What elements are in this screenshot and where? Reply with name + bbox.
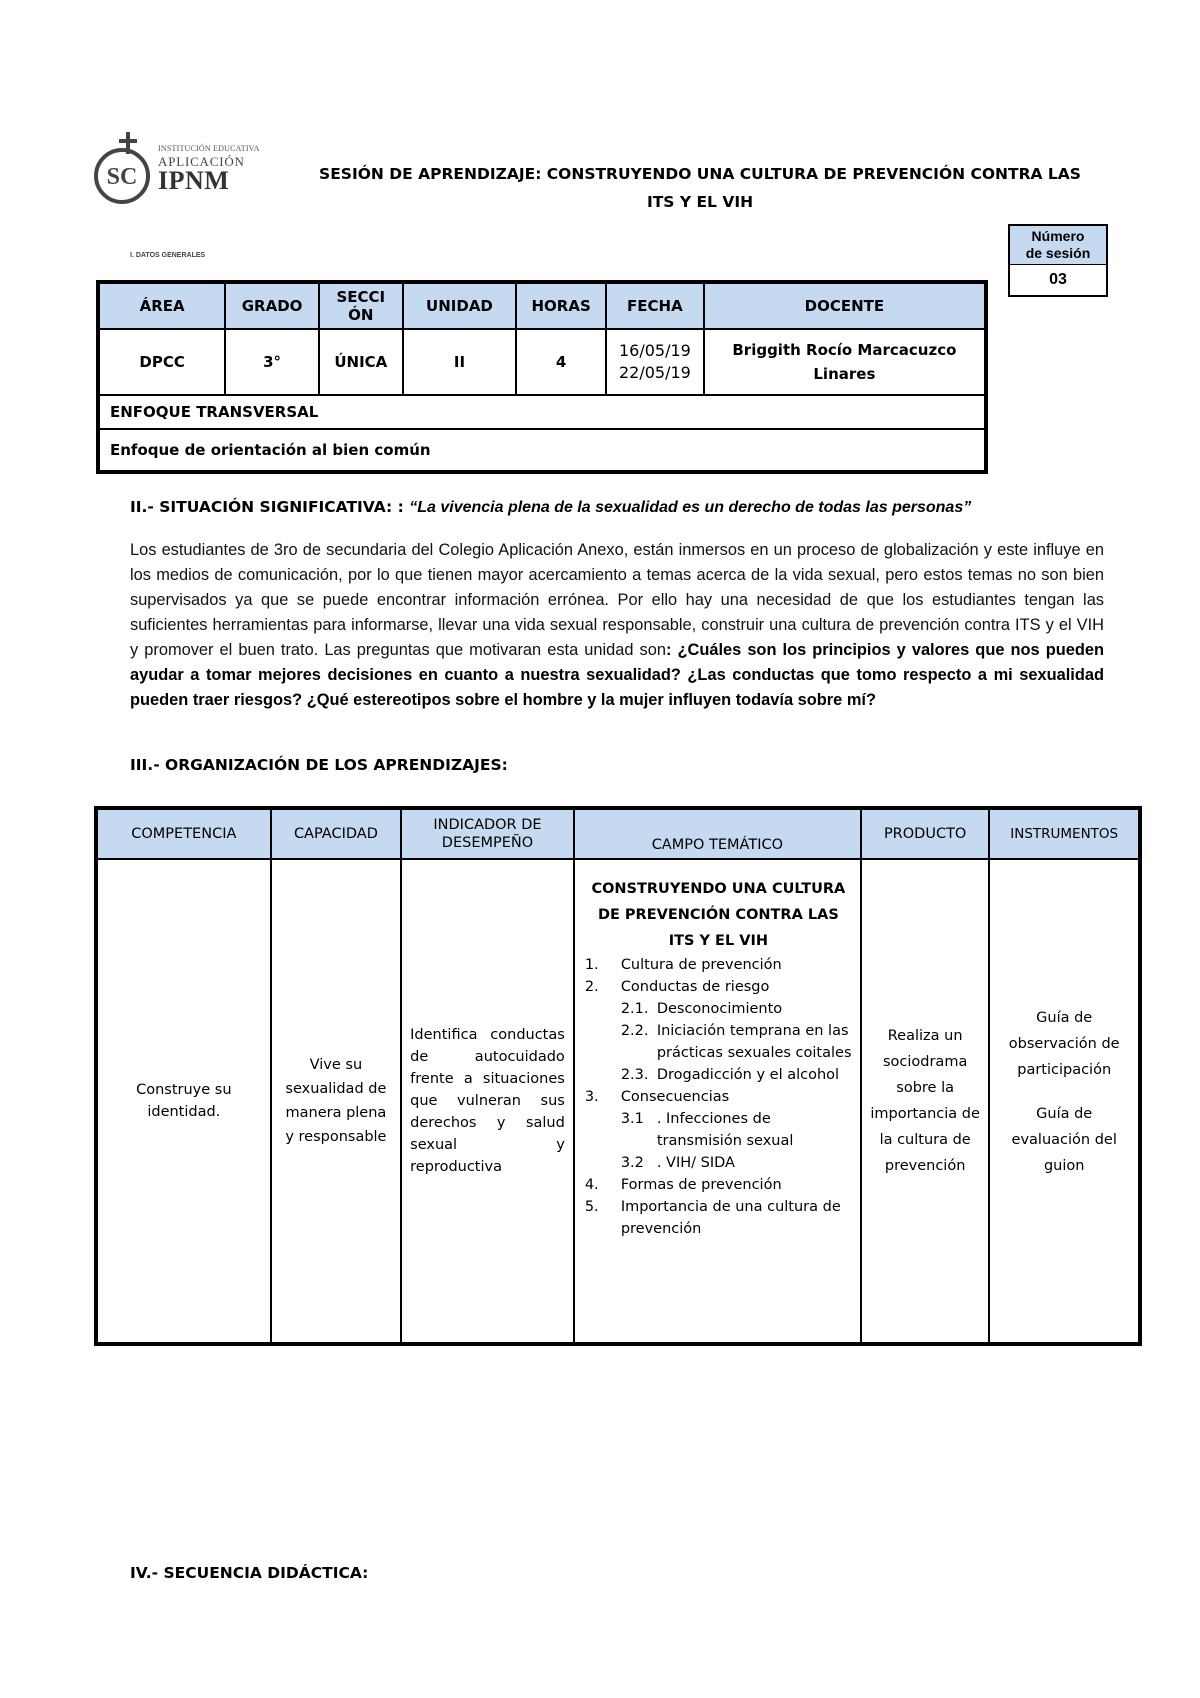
enfoque-label-row xyxy=(98,395,986,429)
general-data-table xyxy=(96,280,988,474)
document-title: SESIÓN DE APRENDIZAJE: CONSTRUYENDO UNA CULTURA DE PREVENCIÓN CONTRA LAS ITS Y EL VIH xyxy=(319,165,1081,211)
enfoque-value-row xyxy=(98,429,986,472)
campo-item-text: Cultura de prevención xyxy=(620,957,782,973)
campo-item-number: 5. xyxy=(584,1199,599,1215)
header-instrumentos: INSTRUMENTOS xyxy=(989,808,1140,859)
info-header-row xyxy=(98,282,986,329)
org-body-row xyxy=(96,859,1140,1344)
campo-item xyxy=(585,1152,852,1174)
session-label-line1: Número xyxy=(1031,228,1085,244)
header-campo: CAMPO TEMÁTICO xyxy=(574,808,861,859)
cell-instrumentos xyxy=(989,859,1140,1344)
instrumento-2: Guía de evaluación del guion xyxy=(1011,1106,1117,1174)
campo-item-text: Formas de prevención xyxy=(620,1177,782,1193)
campo-item-number: 3.2 xyxy=(620,1155,644,1171)
campo-item-number: 2.3. xyxy=(620,1067,649,1083)
header-indicador: INDICADOR DE DESEMPEÑO xyxy=(401,808,574,859)
logo-text-institution: INSTITUCIÓN EDUCATIVA xyxy=(158,144,260,153)
header-seccion: SECCI ÓN xyxy=(319,282,403,329)
cell-area: DPCC xyxy=(98,329,225,395)
campo-item xyxy=(585,998,852,1020)
campo-title: CONSTRUYENDO UNA CULTURA DE PREVENCIÓN CONTRA LAS ITS Y EL VIH xyxy=(591,881,846,949)
cell-grado: 3° xyxy=(225,329,319,395)
campo-item-text: Conductas de riesgo xyxy=(620,979,770,995)
campo-item xyxy=(585,1020,852,1064)
header-grado: GRADO xyxy=(225,282,319,329)
secuencia-heading: IV.- SECUENCIA DIDÁCTICA: xyxy=(130,1564,369,1582)
school-emblem-icon xyxy=(92,132,154,206)
cell-unidad: II xyxy=(403,329,517,395)
header-horas: HORAS xyxy=(516,282,606,329)
session-number: 03 xyxy=(1009,265,1107,297)
header-competencia: COMPETENCIA xyxy=(96,808,271,859)
logo-text-aplicacion: APLICACIÓN xyxy=(158,154,245,169)
situacion-heading: II.- SITUACIÓN SIGNIFICATIVA: : “La vivencia plena de la sexualidad es un derecho de todas las personas” xyxy=(130,498,972,516)
campo-item-text: Iniciación temprana en las prácticas sexuales coitales xyxy=(656,1023,852,1061)
cell-producto: Realiza un sociodrama sobre la importancia de la cultura de prevención xyxy=(861,859,989,1344)
header-area: ÁREA xyxy=(98,282,225,329)
campo-item-text: Importancia de una cultura de prevención xyxy=(620,1199,841,1237)
campo-item-number: 2. xyxy=(584,979,599,995)
session-label-line2: de sesión xyxy=(1025,245,1091,261)
organizacion-table xyxy=(94,806,1142,1346)
header-docente: DOCENTE xyxy=(704,282,986,329)
cell-fecha: 16/05/19 22/05/19 xyxy=(606,329,704,395)
cell-docente: Briggith Rocío Marcacuzco Linares xyxy=(704,329,986,395)
session-number-box xyxy=(1008,224,1108,297)
org-header-row xyxy=(96,808,1140,859)
cell-capacidad: Vive su sexualidad de manera plena y responsable xyxy=(271,859,402,1344)
campo-item xyxy=(585,976,852,998)
campo-item-text: . Infecciones de transmisión sexual xyxy=(656,1111,794,1149)
campo-list xyxy=(585,954,852,1240)
cell-horas: 4 xyxy=(516,329,606,395)
campo-item-text: . VIH/ SIDA xyxy=(656,1155,735,1171)
header-unidad: UNIDAD xyxy=(403,282,517,329)
svg-text:SC: SC xyxy=(106,164,138,190)
instrumento-1: Guía de observación de participación xyxy=(1008,1010,1120,1078)
campo-item xyxy=(585,1064,852,1086)
campo-item-number: 3. xyxy=(584,1089,599,1105)
campo-item xyxy=(585,1086,852,1108)
cell-indicador: Identifica conductas de autocuidado frente a situaciones que vulneran sus derechos y salud sexual y reproductiva xyxy=(401,859,574,1344)
campo-item-text: Consecuencias xyxy=(620,1089,730,1105)
logo-text-ipnm: IPNM xyxy=(158,166,230,195)
campo-item-number: 2.1. xyxy=(620,1001,649,1017)
situacion-quote: “La vivencia plena de la sexualidad es un derecho de todas las personas” xyxy=(409,499,972,516)
organizacion-heading: III.- ORGANIZACIÓN DE LOS APRENDIZAJES: xyxy=(130,756,508,774)
cell-campo-tematico xyxy=(574,859,861,1344)
header-capacidad: CAPACIDAD xyxy=(271,808,402,859)
datos-generales-label: I. DATOS GENERALES xyxy=(130,252,206,259)
situacion-questions: : ¿Cuáles son los principios y valores que nos pueden ayudar a tomar mejores decisiones en cuanto a nuestra sexualidad? ¿Las conductas que tomo respecto a mi sexualidad pueden traer riesgos? ¿Qué estereotipos sobre el hombre y la mujer influyen todavía sobre mí? xyxy=(130,641,1104,709)
campo-item-number: 3.1 xyxy=(620,1111,644,1127)
enfoque-value: Enfoque de orientación al bien común xyxy=(98,429,986,472)
cell-competencia: Construye su identidad. xyxy=(96,859,271,1344)
campo-item xyxy=(585,1196,852,1240)
campo-item xyxy=(585,1174,852,1196)
info-data-row xyxy=(98,329,986,395)
situacion-paragraph: Los estudiantes de 3ro de secundaria del Colegio Aplicación Anexo, están inmersos en un proceso de globalización y este influye en los medios de comunicación, por lo que tienen mayor acercamiento a temas acerca de la vida sexual, pero estos temas no son bien supervisados ya que se puede encontrar información errónea. Por ello hay una necesidad de que los estudiantes tengan las suficientes herramientas para informarse, llevar una vida sexual responsable, construir una cultura de prevención contra ITS y el VIH y promover el buen trato. Las preguntas que motivaran esta unidad son: ¿Cuáles son los principios y valores que nos pueden ayudar a tomar mejores decisiones en cuanto a nuestra sexualidad? ¿Las conductas que tomo respecto a mi sexualidad pueden traer riesgos? ¿Qué estereotipos sobre el hombre y la mujer influyen todavía sobre mí? xyxy=(130,541,1104,709)
cell-seccion: ÚNICA xyxy=(319,329,403,395)
campo-item-number: 2.2. xyxy=(620,1023,649,1039)
campo-item-number: 1. xyxy=(584,957,599,973)
campo-item xyxy=(585,1108,852,1152)
campo-item-number: 4. xyxy=(584,1177,599,1193)
header-producto: PRODUCTO xyxy=(861,808,989,859)
school-logo xyxy=(92,132,260,206)
header-fecha: FECHA xyxy=(606,282,704,329)
enfoque-label: ENFOQUE TRANSVERSAL xyxy=(98,395,986,429)
campo-item xyxy=(585,954,852,976)
campo-item-text: Drogadicción y el alcohol xyxy=(656,1067,840,1083)
campo-item-text: Desconocimiento xyxy=(656,1001,783,1017)
